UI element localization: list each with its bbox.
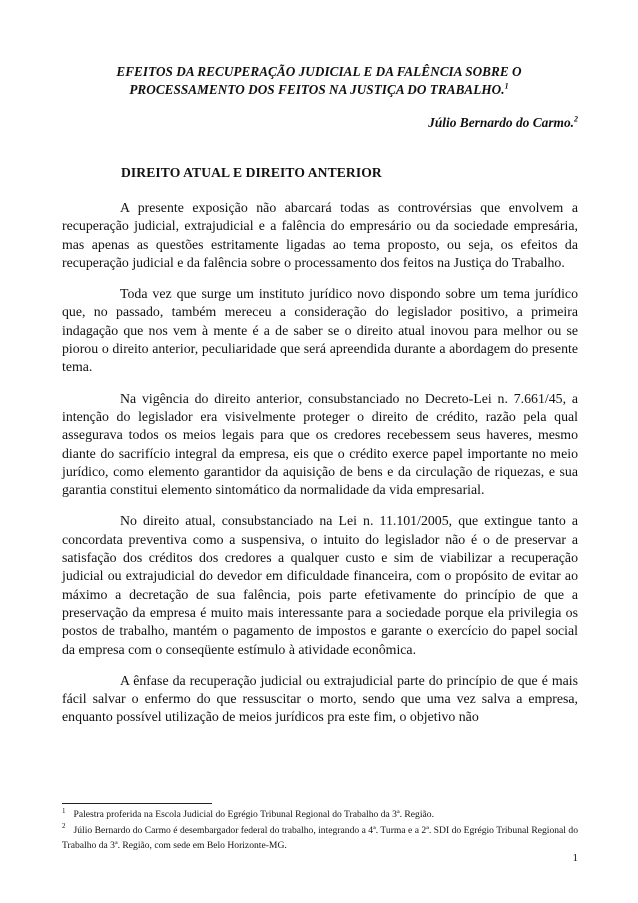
footnote-1-text: Palestra proferida na Escola Judicial do Egrégio Tribunal Regional do Trabalho da 3ª. Região.	[73, 809, 434, 820]
paragraph: Na vigência do direito anterior, consubstanciado no Decreto-Lei n. 7.661/45, a intenção do legislador era visivelmente proteger o direito de crédito, razão pela qual assegurava todos os meios legais para que os credores recebessem seus haveres, mesmo diante do sacrifício integral da empresa, eis que o crédito exerce papel importante no meio jurídico, como elemento garantidor da aquisição de bens e da circulação de riquezas, e sua garantia constitui elemento sintomático da normalidade da vida empresarial.	[62, 390, 578, 498]
footnotes	[62, 807, 578, 854]
author-line	[428, 114, 578, 132]
title-line-2	[62, 81, 576, 99]
footnote-2	[62, 823, 578, 854]
paragraph: Toda vez que surge um instituto jurídico novo dispondo sobre um tema jurídico que, no passado, também mereceu a consideração do legislador positivo, a primeira indagação que nos vem à mente é a de saber se o direito atual inovou para melhor ou se piorou o direito anterior, peculiaridade que será apreendida durante a abordagem do presente tema.	[62, 286, 578, 375]
title-line-2-text: PROCESSAMENTO DOS FEITOS NA JUSTIÇA DO TRABALHO.	[129, 82, 505, 97]
footnote-1-marker: 1	[62, 806, 66, 815]
page-number: 1	[572, 852, 578, 864]
title-footnote-marker[interactable]: 1	[504, 81, 509, 91]
footnote-divider	[62, 803, 212, 804]
section-heading: DIREITO ATUAL E DIREITO ANTERIOR	[121, 165, 382, 180]
footnote-1	[62, 807, 578, 823]
paragraph: A presente exposição não abarcará todas as controvérsias que envolvem a recuperação judicial, extrajudicial e a falência do empresário ou da sociedade empresária, mas apenas as questões estritamente ligadas ao tema proposto, ou seja, os efeitos da recuperação judicial e da falência sobre o processamento dos feitos na Justiça do Trabalho.	[62, 200, 578, 270]
title-line-1: EFEITOS DA RECUPERAÇÃO JUDICIAL E DA FALÊNCIA SOBRE O	[116, 64, 522, 79]
paragraph: No direito atual, consubstanciado na Lei n. 11.101/2005, que extingue tanto a concordata preventiva como a suspensiva, o intuito do legislador não é o de preservar a satisfação dos créditos dos credores a qualquer custo e sim de viabilizar a recuperação judicial ou extrajudicial do devedor em dificuldade financeira, com o propósito de evitar ao máximo a decretação de sua falência, pois parte efetivamente do princípio de que a preservação da empresa é muito mais interessante para a sociedade porque ela privilegia os postos de trabalho, mantém o pagamento de impostos e garante o exercício do papel social da empresa com o conseqüente estímulo à atividade econômica.	[62, 513, 578, 657]
author-name: Júlio Bernardo do Carmo.	[428, 115, 574, 130]
footnote-2-marker: 2	[62, 822, 66, 831]
document-title	[62, 63, 576, 99]
footnote-2-text: Júlio Bernardo do Carmo é desembargador federal do trabalho, integrando a 4ª. Turma e a 2ª. SDI do Egrégio Tribunal Regional do Trabalho da 3ª. Região, com sede em Belo Horizonte-MG.	[62, 824, 578, 851]
paragraph: A ênfase da recuperação judicial ou extrajudicial parte do princípio de que é mais fácil salvar o enfermo do que ressuscitar o morto, sendo que uma vez salva a empresa, enquanto possível utilização de meios jurídicos pra este fim, o objetivo não	[62, 672, 578, 725]
document-body	[62, 199, 578, 740]
author-footnote-marker[interactable]: 2	[574, 114, 578, 124]
